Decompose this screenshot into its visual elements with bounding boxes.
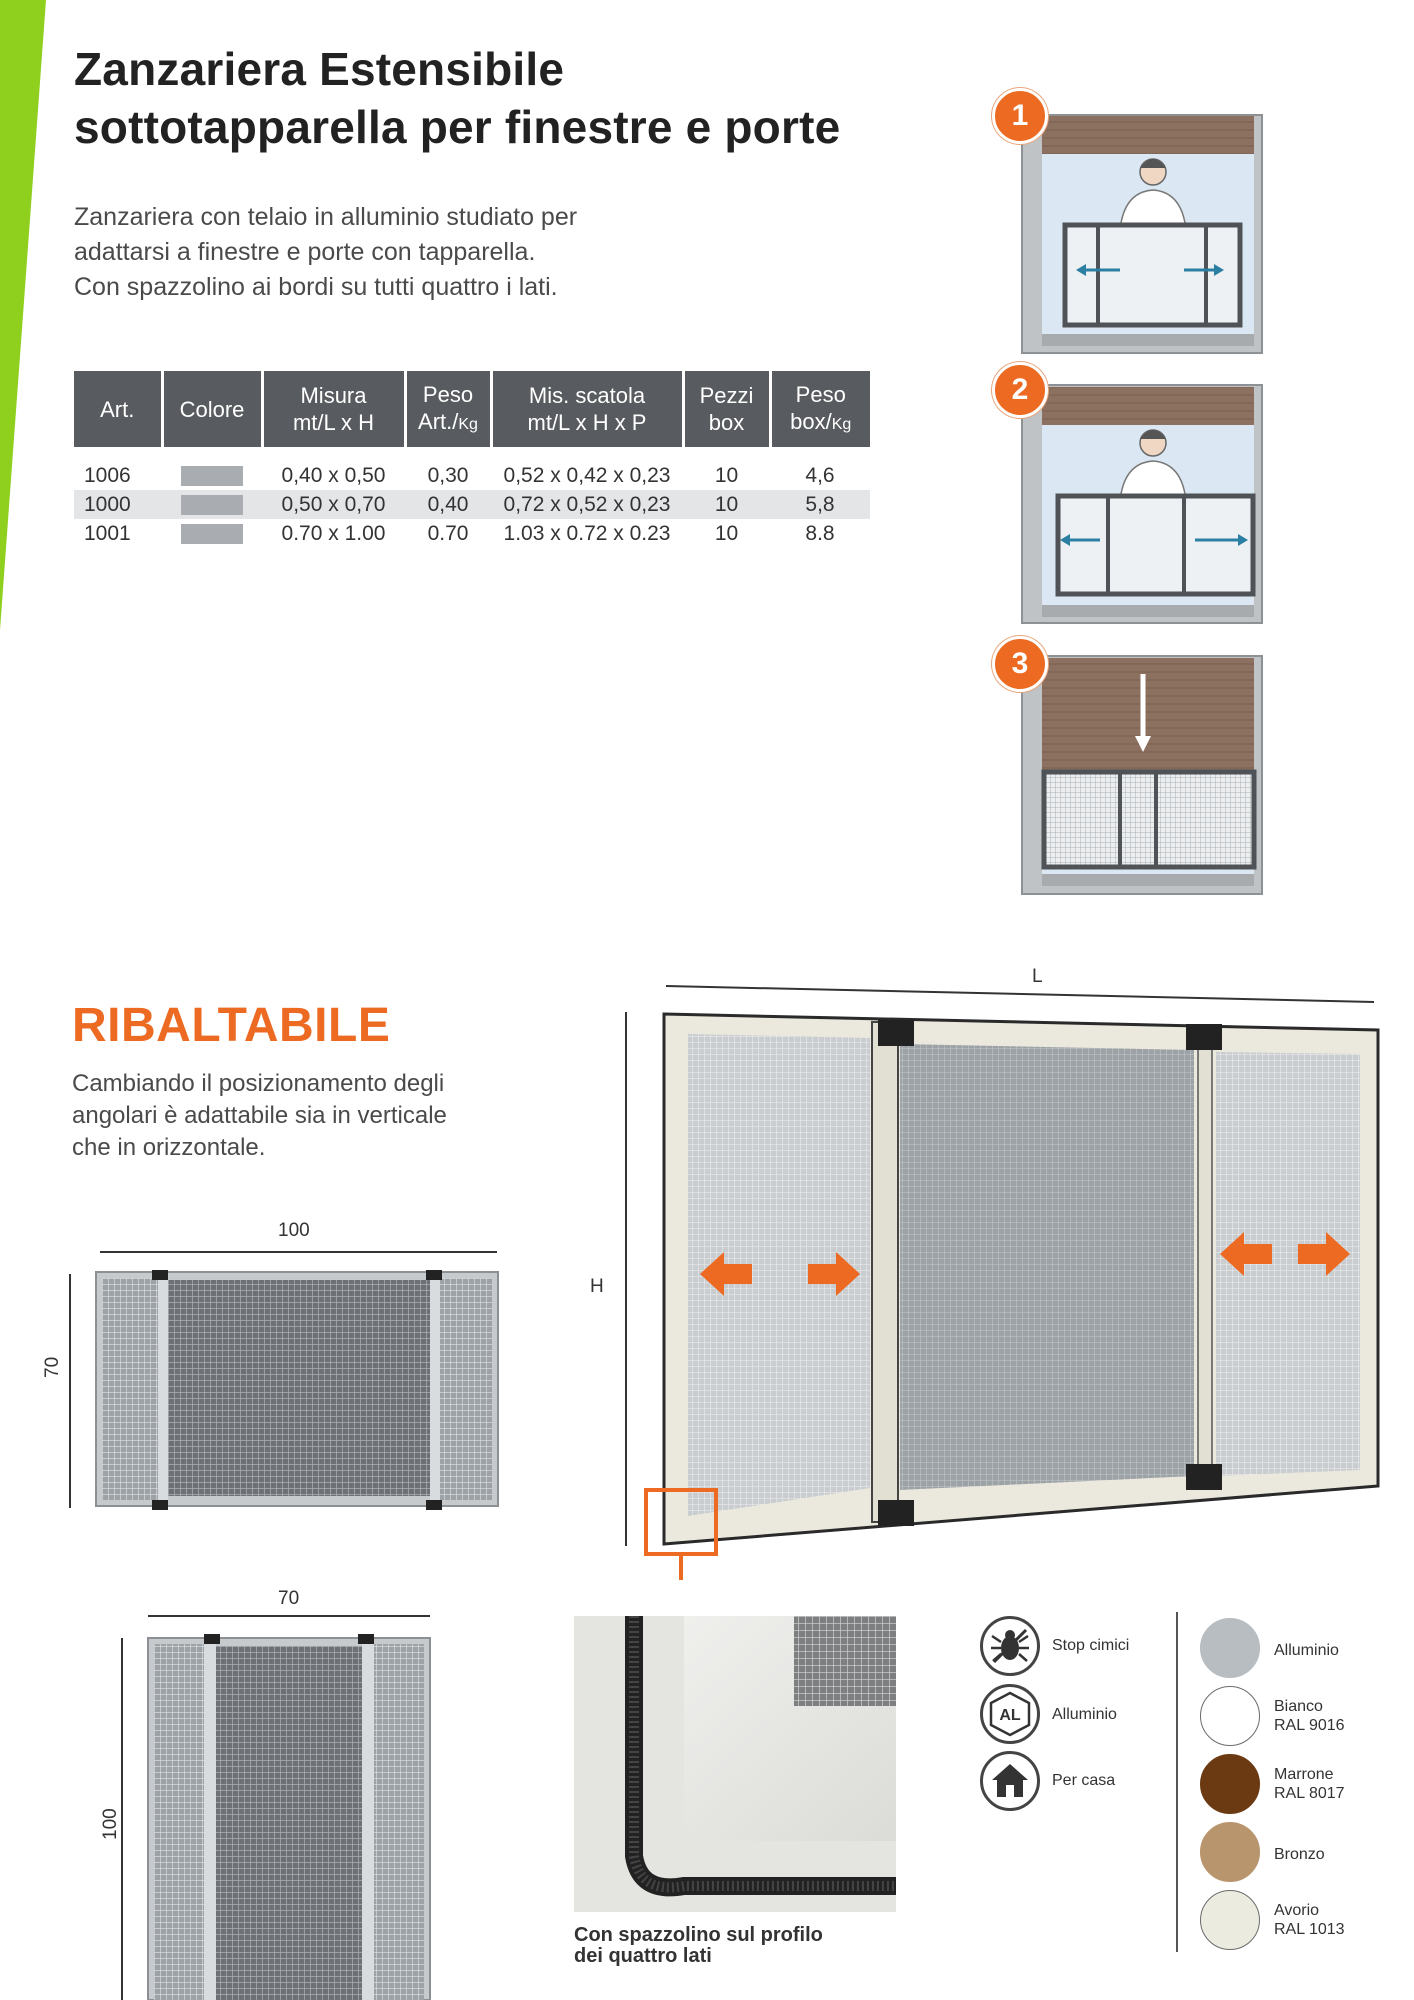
header-art: Art. [74, 371, 162, 447]
spec-table [74, 371, 870, 548]
table-header-row [74, 371, 870, 447]
cell-misura: 0,50 x 0,70 [262, 490, 405, 519]
cell-pezzi: 10 [714, 521, 739, 545]
dimension-width-label: 100 [278, 1220, 310, 1241]
section-title: RIBALTABILE [72, 999, 391, 1052]
desc-line-1: Cambiando il posizionamento degli [72, 1070, 445, 1097]
cell-peso-box: 4,6 [805, 463, 835, 487]
large-screen-diagram [620, 970, 1390, 1580]
intro-line-2: adattarsi a finestre e porte con tapparella. [74, 238, 536, 266]
color-label: Avorio RAL 1013 [1274, 1902, 1345, 1938]
desc-line-3: che in orizzontale. [72, 1134, 266, 1161]
cell-scatola: 0,52 x 0,42 x 0,23 [503, 463, 671, 487]
header-pezzi-box: Pezzi box [683, 371, 770, 447]
house-icon [980, 1751, 1040, 1811]
feature-label: Stop cimici [1052, 1637, 1130, 1654]
table-row [74, 490, 870, 519]
step-badge-2: 2 [992, 362, 1048, 418]
cell-art: 1001 [84, 521, 131, 545]
caption-line-1: Con spazzolino sul profilo [574, 1924, 823, 1946]
section-description [72, 1068, 447, 1164]
color-label: Bronzo [1274, 1846, 1325, 1863]
color-option-bianco [1200, 1686, 1260, 1746]
step-2-illustration [1020, 383, 1270, 628]
cell-art: 1000 [74, 490, 162, 519]
color-label: Alluminio [1274, 1642, 1339, 1659]
intro-line-3: Con spazzolino ai bordi su tutti quattro i lati. [74, 273, 558, 301]
cell-pezzi: 10 [714, 463, 739, 487]
aluminium-icon [980, 1684, 1040, 1744]
dimension-width-label: 70 [278, 1588, 300, 1609]
cell-art: 1006 [84, 463, 131, 487]
title-line-1: Zanzariera Estensibile [74, 43, 565, 95]
cell-scatola: 0,72 x 0,52 x 0,23 [491, 490, 683, 519]
cell-pezzi: 10 [683, 490, 770, 519]
intro-text [74, 200, 577, 305]
desc-line-2: angolari è adattabile sia in verticale [72, 1102, 447, 1129]
feature-label: Per casa [1052, 1772, 1116, 1789]
step-badge-3: 3 [992, 636, 1048, 692]
color-swatch [181, 466, 243, 486]
table-row [74, 519, 870, 548]
color-swatch [181, 524, 243, 544]
cell-colore [162, 461, 262, 490]
header-colore: Colore [162, 371, 262, 447]
cell-colore [162, 519, 262, 548]
cell-misura: 0.70 x 1.00 [281, 521, 386, 545]
title-line-2: sottotapparella per finestre e porte [74, 101, 841, 153]
green-edge-stripe [0, 0, 60, 640]
dimension-L-label: L [1032, 966, 1043, 987]
header-peso-box: Peso box/Kg [770, 371, 870, 447]
cell-peso-art: 0,40 [405, 490, 491, 519]
vertical-screen-diagram [100, 1586, 440, 2000]
intro-line-1: Zanzariera con telaio in alluminio studiato per [74, 203, 578, 231]
color-option-bronzo [1200, 1822, 1260, 1882]
step-1-illustration [1020, 110, 1270, 360]
brush-caption [574, 1925, 823, 1967]
bug-icon [980, 1616, 1040, 1676]
color-option-marrone [1200, 1754, 1260, 1814]
cell-scatola: 1.03 x 0.72 x 0.23 [503, 521, 671, 545]
step-3-illustration [1020, 652, 1270, 898]
dimension-H-label: H [590, 1276, 604, 1297]
header-mis-scatola: Mis. scatola mt/L x H x P [491, 371, 683, 447]
divider [1176, 1612, 1178, 1952]
caption-line-2: dei quattro lati [574, 1945, 712, 1967]
cell-colore [162, 490, 262, 519]
header-misura: Misura mt/L x H [262, 371, 405, 447]
cell-peso-box: 5,8 [770, 490, 870, 519]
dimension-height-label: 100 [100, 1808, 121, 1840]
table-row [74, 461, 870, 490]
svg-text:AL: AL [999, 1707, 1021, 1724]
color-label: Marrone RAL 8017 [1274, 1766, 1345, 1802]
brush-profile-photo [574, 1616, 896, 1912]
horizontal-screen-diagram [60, 1218, 510, 1518]
cell-peso-art: 0.70 [427, 521, 469, 545]
cell-peso-box: 8.8 [805, 521, 835, 545]
step-badge-1: 1 [992, 88, 1048, 144]
cell-misura: 0,40 x 0,50 [281, 463, 386, 487]
dimension-height-label: 70 [42, 1356, 63, 1378]
header-peso-art: Peso Art./Kg [405, 371, 491, 447]
cell-peso-art: 0,30 [427, 463, 469, 487]
color-label: Bianco RAL 9016 [1274, 1698, 1345, 1734]
color-swatch [181, 495, 243, 515]
color-option-avorio [1200, 1890, 1260, 1950]
feature-label: Alluminio [1052, 1706, 1117, 1723]
color-option-alluminio [1200, 1618, 1260, 1678]
page-title [74, 40, 840, 156]
